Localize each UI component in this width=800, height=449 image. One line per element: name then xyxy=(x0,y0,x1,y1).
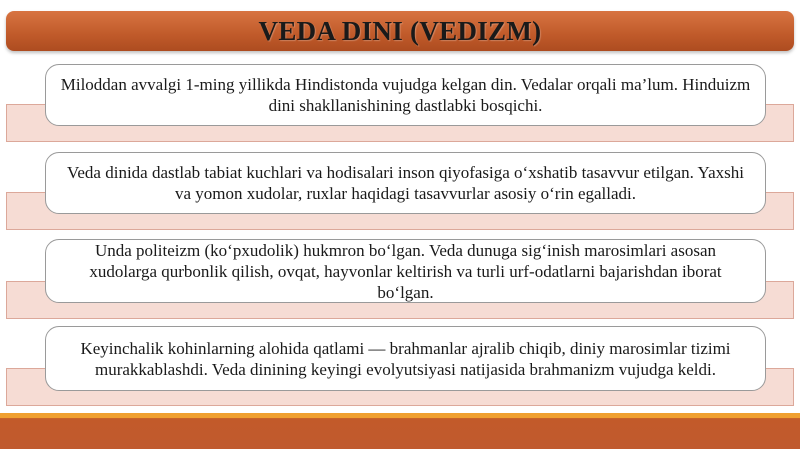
page-title: VEDA DINI (VEDIZM) xyxy=(258,15,542,46)
footer-accent-line xyxy=(0,413,800,418)
card-text: Miloddan avvalgi 1-ming yillikda Hindistonda vujudga kelgan din. Vedalar orqali ma’lum. Hinduizm dini shakllanishining dastlabki bosqichi. xyxy=(60,75,751,115)
card-text: Unda politeizm (ko‘pxudolik) hukmron bo‘lgan. Veda dunuga sig‘inish marosimlari asosan xudolarga qurbonlik qilish, ovqat, hayvonlar keltirish va turli urf-odatlarni bajarishdan iborat bo‘lgan. xyxy=(89,240,722,302)
card-text: Keyinchalik kohinlarning alohida qatlami — brahmanlar ajralib chiqib, diniy marosimlar tizimi murakkablashdi. Veda dinining keyingi evolyutsiyasi natijasida brahmanizm vujudga keldi. xyxy=(80,338,731,379)
text-card xyxy=(45,64,766,126)
text-card xyxy=(45,326,766,391)
text-card xyxy=(45,152,766,214)
title-bar xyxy=(6,11,794,51)
text-card xyxy=(45,239,766,303)
card-text: Veda dinida dastlab tabiat kuchlari va hodisalari inson qiyofasiga o‘xshatib tasavvur etilgan. Yaxshi va yomon xudolar, ruxlar haqidagi tasavvurlar asosiy o‘rin egalladi. xyxy=(66,163,745,203)
footer-bar xyxy=(0,413,800,449)
